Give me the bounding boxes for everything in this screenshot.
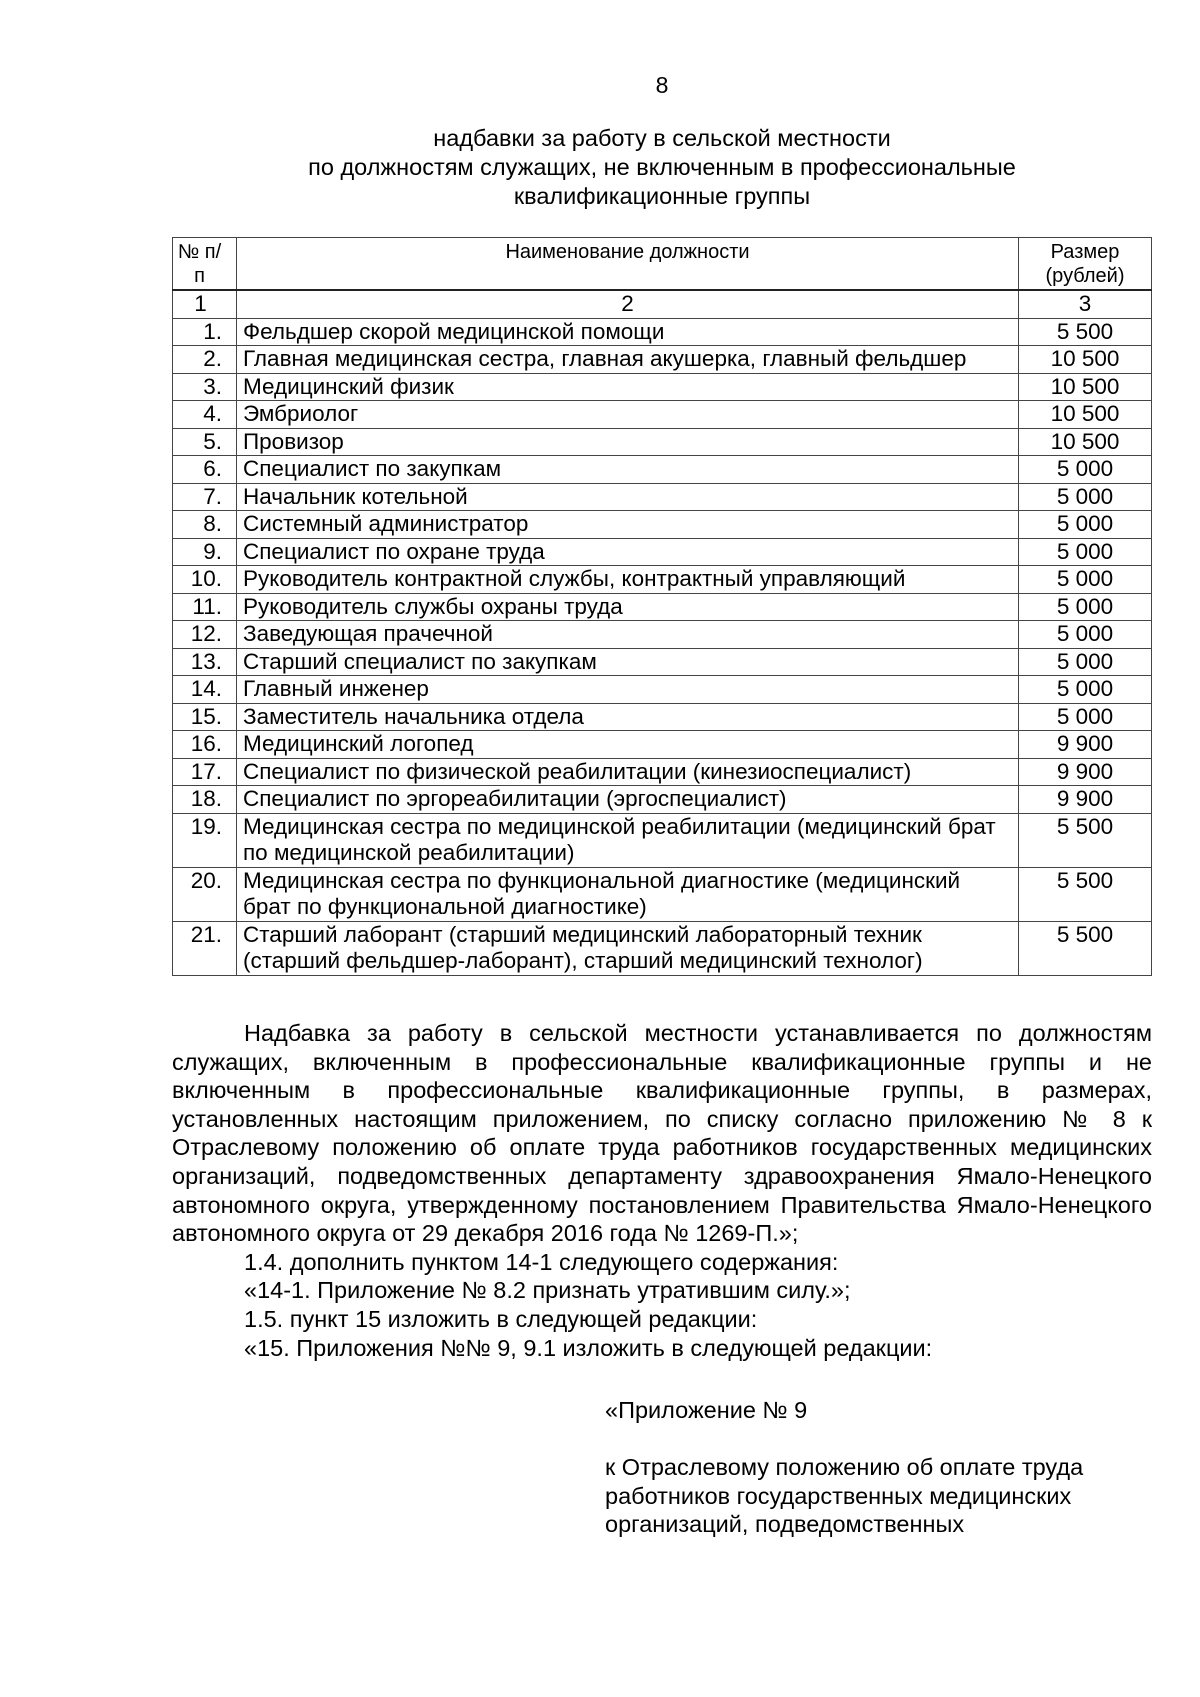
paragraph: Надбавка за работу в сельской местности устанавливается по должностям служащих, включенным в профессиональные квалификационные группы и не включенным в профессиональные квалификационные группы, в размерах, установленных настоящим приложением, по списку согласно приложению № 8 к Отраслевому положению об оплате труда работников государственных медицинских организаций, подведомственных департаменту здравоохранения Ямало-Ненецкого автономного округа, утвержденному постановлением Правительства Ямало-Ненецкого автономного округа от 29 декабря 2016 года № 1269-П.»; — [172, 1020, 1152, 1247]
table-row — [173, 566, 1152, 594]
table-row — [173, 538, 1152, 566]
row-number: 14. — [173, 676, 237, 704]
table-row — [173, 621, 1152, 649]
position-name: Специалист по закупкам — [237, 456, 1019, 484]
index-cell: 3 — [1019, 290, 1152, 318]
position-name: Медицинская сестра по функциональной диагностике (медицинский брат по функциональной диагностике) — [237, 867, 1019, 921]
position-name: Главный инженер — [237, 676, 1019, 704]
amount: 5 500 — [1019, 813, 1152, 867]
table-row — [173, 703, 1152, 731]
row-number: 6. — [173, 456, 237, 484]
position-name: Заместитель начальника отдела — [237, 703, 1019, 731]
amount: 10 500 — [1019, 401, 1152, 429]
amount: 5 000 — [1019, 648, 1152, 676]
positions-table — [172, 237, 1152, 976]
position-name: Медицинский логопед — [237, 731, 1019, 759]
row-number: 13. — [173, 648, 237, 676]
header-position: Наименование должности — [237, 238, 1019, 291]
amount: 9 900 — [1019, 731, 1152, 759]
row-number: 4. — [173, 401, 237, 429]
amount: 9 900 — [1019, 786, 1152, 814]
index-cell: 2 — [237, 290, 1019, 318]
position-name: Специалист по охране труда — [237, 538, 1019, 566]
appendix-title: «Приложение № 9 — [605, 1397, 808, 1423]
paragraph: 1.4. дополнить пунктом 14-1 следующего содержания: — [244, 1248, 839, 1275]
table-row — [173, 511, 1152, 539]
position-name: Начальник котельной — [237, 483, 1019, 511]
table-row — [173, 813, 1152, 867]
amount: 10 500 — [1019, 373, 1152, 401]
row-number: 20. — [173, 867, 237, 921]
row-number: 15. — [173, 703, 237, 731]
amount: 9 900 — [1019, 758, 1152, 786]
header-amount: Размер (рублей) — [1019, 238, 1152, 291]
position-name: Системный администратор — [237, 511, 1019, 539]
position-name: Главная медицинская сестра, главная акушерка, главный фельдшер — [237, 346, 1019, 374]
row-number: 8. — [173, 511, 237, 539]
amount: 5 500 — [1019, 921, 1152, 975]
amount: 5 500 — [1019, 867, 1152, 921]
row-number: 5. — [173, 428, 237, 456]
amount: 5 000 — [1019, 621, 1152, 649]
paragraph: 1.5. пункт 15 изложить в следующей редакции: — [244, 1305, 758, 1332]
amount: 5 000 — [1019, 593, 1152, 621]
position-name: Фельдшер скорой медицинской помощи — [237, 318, 1019, 346]
amount: 5 000 — [1019, 483, 1152, 511]
index-cell: 1 — [173, 290, 237, 318]
row-number: 16. — [173, 731, 237, 759]
row-number: 11. — [173, 593, 237, 621]
table-row — [173, 676, 1152, 704]
position-name: Провизор — [237, 428, 1019, 456]
table-row — [173, 921, 1152, 975]
amount: 5 000 — [1019, 511, 1152, 539]
amount: 5 000 — [1019, 566, 1152, 594]
row-number: 12. — [173, 621, 237, 649]
table-row — [173, 456, 1152, 484]
appendix-heading — [605, 1396, 1165, 1539]
table-row — [173, 483, 1152, 511]
table-row — [173, 867, 1152, 921]
table-row — [173, 731, 1152, 759]
amount: 10 500 — [1019, 346, 1152, 374]
row-number: 18. — [173, 786, 237, 814]
table-row — [173, 318, 1152, 346]
row-number: 19. — [173, 813, 237, 867]
position-name: Эмбриолог — [237, 401, 1019, 429]
row-number: 1. — [173, 318, 237, 346]
row-number: 9. — [173, 538, 237, 566]
row-number: 2. — [173, 346, 237, 374]
position-name: Старший лаборант (старший медицинский лабораторный техник (старший фельдшер-лаборант), старший медицинский технолог) — [237, 921, 1019, 975]
amount: 5 500 — [1019, 318, 1152, 346]
table-title — [172, 124, 1152, 211]
table-row — [173, 428, 1152, 456]
paragraph: «15. Приложения №№ 9, 9.1 изложить в следующей редакции: — [244, 1334, 933, 1361]
table-row — [173, 593, 1152, 621]
position-name: Заведующая прачечной — [237, 621, 1019, 649]
row-number: 21. — [173, 921, 237, 975]
amount: 10 500 — [1019, 428, 1152, 456]
index-row — [173, 290, 1152, 318]
row-number: 7. — [173, 483, 237, 511]
title-line: надбавки за работу в сельской местности — [433, 125, 891, 151]
position-name: Медицинский физик — [237, 373, 1019, 401]
table-row — [173, 346, 1152, 374]
position-name: Специалист по эргореабилитации (эргоспециалист) — [237, 786, 1019, 814]
row-number: 17. — [173, 758, 237, 786]
table-row — [173, 758, 1152, 786]
table-row — [173, 786, 1152, 814]
position-name: Медицинская сестра по медицинской реабилитации (медицинский брат по медицинской реабилитации) — [237, 813, 1019, 867]
amount: 5 000 — [1019, 538, 1152, 566]
row-number: 10. — [173, 566, 237, 594]
paragraph: «14-1. Приложение № 8.2 признать утратившим силу.»; — [244, 1277, 851, 1304]
amount: 5 000 — [1019, 456, 1152, 484]
position-name: Руководитель службы охраны труда — [237, 593, 1019, 621]
amount: 5 000 — [1019, 676, 1152, 704]
page-number: 8 — [655, 72, 669, 98]
header-number: № п/п — [173, 238, 237, 291]
position-name: Старший специалист по закупкам — [237, 648, 1019, 676]
table-row — [173, 401, 1152, 429]
title-line: по должностям служащих, не включенным в профессиональные — [308, 154, 1016, 180]
position-name: Специалист по физической реабилитации (кинезиоспециалист) — [237, 758, 1019, 786]
table-row — [173, 373, 1152, 401]
amount: 5 000 — [1019, 703, 1152, 731]
body-text — [172, 1019, 1152, 1362]
appendix-text: к Отраслевому положению об оплате труда работников государственных медицинских организаций, подведомственных — [605, 1454, 1084, 1538]
row-number: 3. — [173, 373, 237, 401]
position-name: Руководитель контрактной службы, контрактный управляющий — [237, 566, 1019, 594]
title-line: квалификационные группы — [513, 183, 811, 209]
table-row — [173, 648, 1152, 676]
